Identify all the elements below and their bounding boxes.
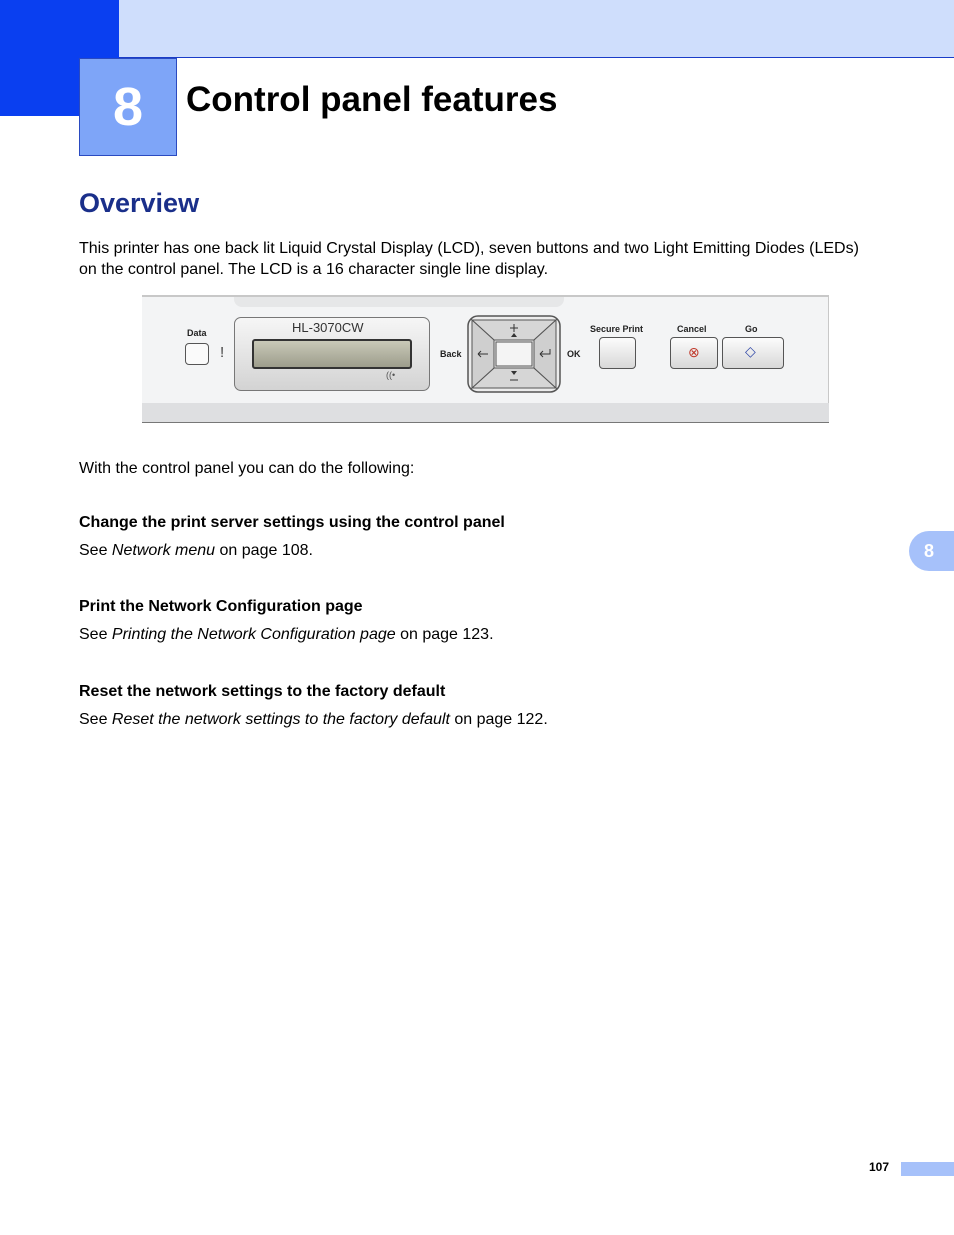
see-label: See — [79, 626, 108, 643]
item-1-reference — [79, 542, 313, 560]
lcd-screen — [252, 339, 412, 369]
item-1-heading: Change the print server settings using the control panel — [79, 514, 505, 531]
data-label: Data — [187, 328, 207, 338]
lcd-model-label: HL-3070CW — [292, 320, 364, 335]
lead-text: With the control panel you can do the following: — [79, 460, 415, 477]
item-3-reference — [79, 711, 548, 729]
page-ref: on page 123. — [400, 626, 494, 643]
ok-label: OK — [567, 349, 581, 359]
panel-base — [142, 403, 829, 423]
control-panel-figure — [142, 295, 829, 423]
go-icon: ◇ — [745, 343, 756, 359]
item-3-link[interactable]: Reset the network settings to the factory default — [111, 711, 450, 728]
secure-print-button — [599, 337, 636, 369]
navigation-pad — [466, 314, 562, 394]
page-ref: on page 122. — [454, 711, 548, 728]
cancel-label: Cancel — [677, 324, 707, 334]
chapter-side-tab: 8 — [909, 531, 954, 571]
chapter-title: Control panel features — [186, 80, 558, 119]
intro-paragraph: This printer has one back lit Liquid Crystal Display (LCD), seven buttons and two Light Emitting Diodes (LEDs) on the control panel. The LCD is a 16 character single line display. — [79, 240, 859, 278]
cancel-icon: ⊗ — [688, 344, 700, 360]
header-band — [0, 0, 954, 58]
see-label: See — [79, 711, 108, 728]
item-2-link[interactable]: Printing the Network Configuration page — [111, 626, 396, 643]
secure-print-label: Secure Print — [590, 324, 644, 334]
item-1-link[interactable]: Network menu — [111, 542, 216, 559]
panel-lip — [234, 297, 564, 307]
item-3-heading: Reset the network settings to the factory default — [79, 683, 446, 700]
chapter-number-box: 8 — [79, 58, 177, 156]
back-label: Back — [440, 349, 462, 359]
item-2-heading: Print the Network Configuration page — [79, 598, 363, 615]
section-heading: Overview — [79, 188, 200, 218]
warning-led-icon: ǃ — [220, 344, 225, 361]
see-label: See — [79, 542, 108, 559]
page-ref: on page 108. — [219, 542, 313, 559]
data-led-button — [185, 343, 209, 365]
wifi-icon: ((• — [386, 370, 396, 380]
item-2-reference — [79, 626, 494, 644]
go-label: Go — [745, 324, 758, 334]
page-number-bar — [901, 1162, 954, 1176]
page-number: 107 — [869, 1160, 890, 1174]
